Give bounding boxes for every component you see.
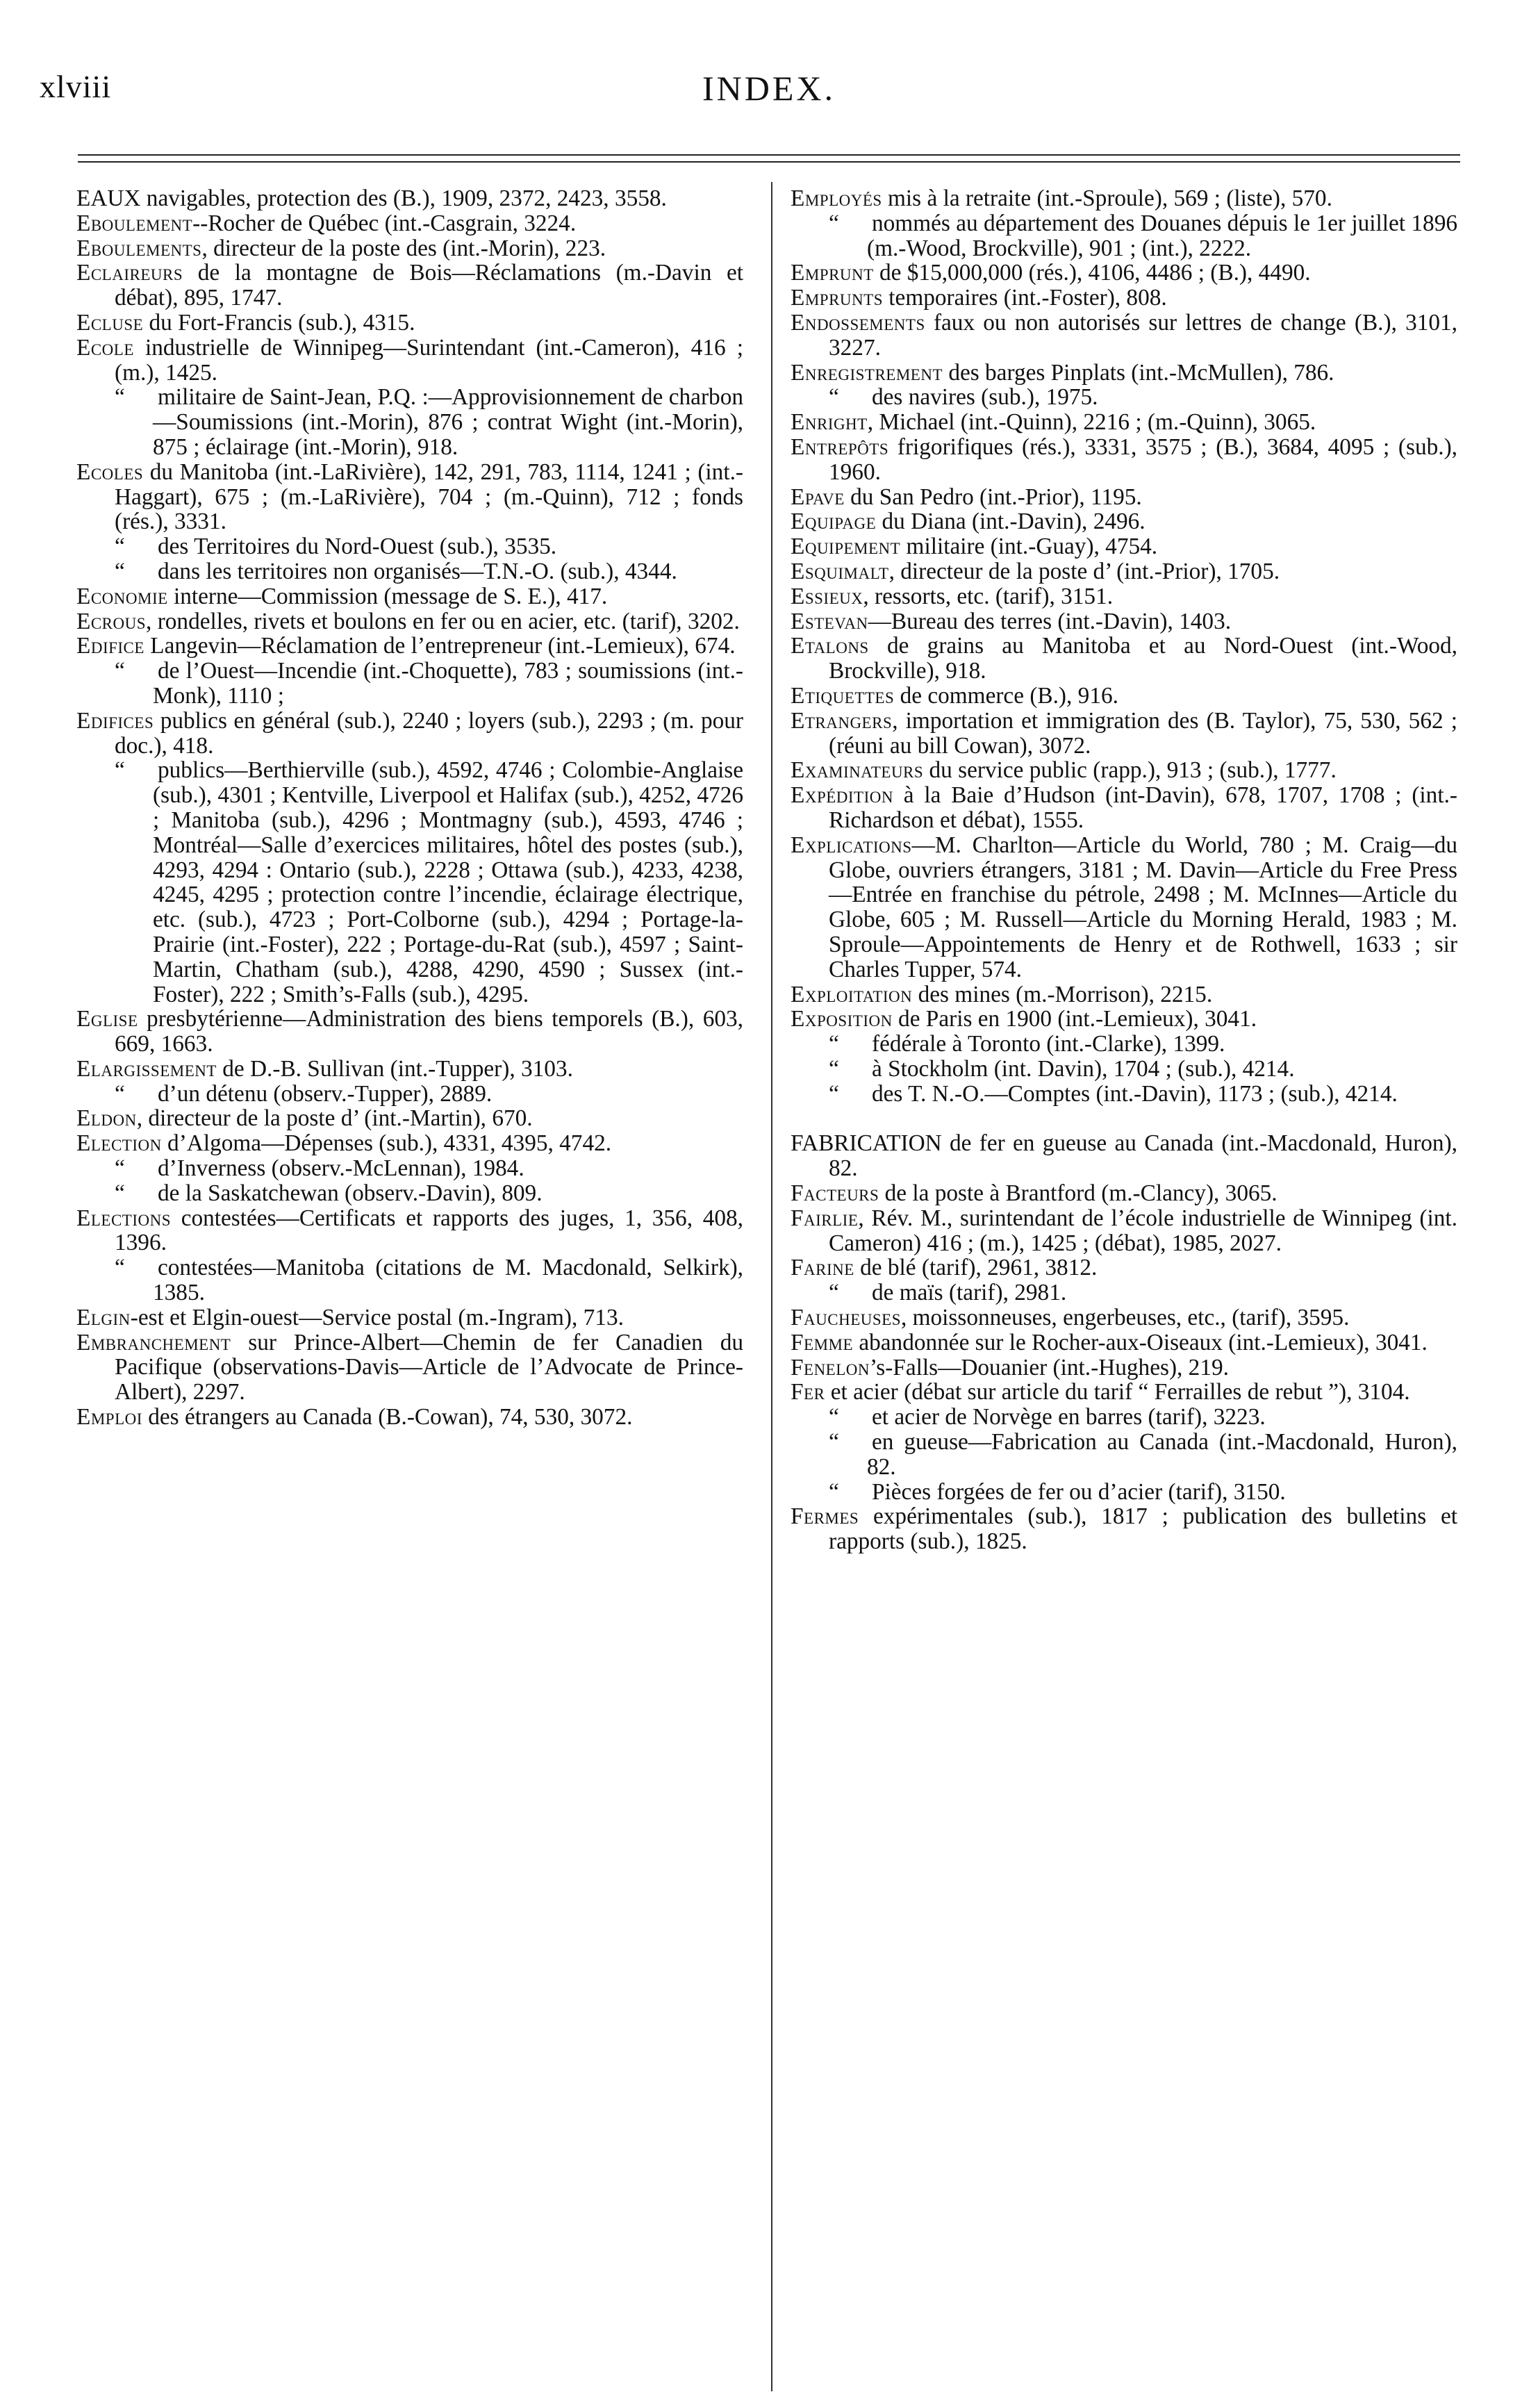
entry-text: de l’Ouest—Incendie (int.-Choquette), 783 ; soumissions (int.-Monk), 1110 ; (153, 658, 743, 709)
entry-heading: Endossements (791, 309, 925, 336)
index-entry (791, 311, 1457, 361)
entry-text: et acier de Norvège en barres (tarif), 3223. (872, 1404, 1266, 1430)
entry-text: expérimentales (sub.), 1817 ; publication des bulletins et rapports (sub.), 1825. (829, 1503, 1457, 1555)
entry-text: -est et Elgin-ouest—Service postal (m.-Ingram), 713. (130, 1304, 624, 1330)
entry-heading: Exposition (791, 1006, 893, 1032)
entry-heading: Ecole (76, 334, 134, 361)
ditto-mark: “ (115, 384, 125, 411)
index-entry (76, 1330, 743, 1405)
entry-heading: Employés (791, 185, 882, 211)
entry-text: interne—Commission (message de S. E.), 417. (167, 583, 608, 609)
entry-text: de la poste à Brantford (m.-Clancy), 3065. (879, 1180, 1277, 1207)
entry-text: industrielle de Winnipeg—Surintendant (int.-Cameron), 416 ; (m.), 1425. (115, 334, 743, 386)
index-entry (791, 1255, 1457, 1280)
index-entry (791, 361, 1457, 386)
index-entry (791, 1131, 1457, 1181)
index-entry (76, 1305, 743, 1330)
header-rule-bottom (78, 161, 1460, 163)
entry-text: militaire (int.-Guay), 4754. (900, 534, 1158, 560)
index-entry (791, 609, 1457, 634)
index-entry (76, 311, 743, 336)
entry-heading: Election (76, 1130, 162, 1157)
entry-text: d’un détenu (observ.-Tupper), 2889. (158, 1080, 493, 1107)
ditto-mark: “ (115, 534, 125, 560)
entry-heading: Emprunts (791, 285, 883, 311)
entry-text: de grains au Manitoba et au Nord-Ouest (int.-Wood, Brockville), 918. (829, 633, 1457, 684)
index-entry (76, 1255, 743, 1305)
entry-heading: Eboulements (76, 235, 202, 261)
index-entry (76, 460, 743, 534)
entry-text: d’Inverness (observ.-McLennan), 1984. (158, 1155, 524, 1182)
index-entry (791, 833, 1457, 982)
entry-text: , directeur de la poste d’ (int.-Prior), 1705. (888, 558, 1280, 584)
entry-heading: Etiquettes (791, 682, 895, 709)
entry-text: temporaires (int.-Foster), 808. (882, 285, 1167, 311)
entry-text: nommés au département des Douanes dépuis le 1er juillet 1896 (m.-Wood, Brockville), 901 ; (int.), 2222. (867, 210, 1457, 261)
entry-text: publics en général (sub.), 2240 ; loyers (sub.), 2293 ; (m. pour doc.), 418. (115, 707, 743, 759)
entry-text: de la Saskatchewan (observ.-Davin), 809. (158, 1180, 543, 1206)
index-entry (76, 659, 743, 709)
index-entry (791, 982, 1457, 1007)
index-entry (791, 1305, 1457, 1330)
entry-text: de $15,000,000 (rés.), 4106, 4486 ; (B.), 4490. (873, 260, 1311, 286)
index-entry (791, 758, 1457, 783)
entry-text: , Michael (int.-Quinn), 2216 ; (m.-Quinn), 3065. (867, 409, 1316, 436)
entry-text: de commerce (B.), 916. (894, 682, 1118, 709)
entry-text: du Diana (int.-Davin), 2496. (876, 509, 1146, 535)
entry-text: contestées—Certificats et rapports des juges, 1, 356, 408, 1396. (115, 1205, 743, 1256)
index-column-right (791, 186, 1457, 1554)
ditto-mark: “ (829, 1429, 839, 1455)
index-entry (791, 1355, 1457, 1380)
index-entry (791, 559, 1457, 584)
entry-text: , directeur de la poste des (int.-Morin), 223. (201, 235, 606, 261)
index-entry (76, 1057, 743, 1082)
entry-text: de maïs (tarif), 2981. (872, 1280, 1067, 1306)
page-title: INDEX. (702, 69, 836, 108)
entry-text: , rondelles, rivets et boulons en fer ou en acier, etc. (tarif), 3202. (146, 608, 740, 634)
ditto-mark: “ (115, 1080, 125, 1107)
entry-text: —M. Charlton—Article du World, 780 ; M. Craig—du Globe, ouvriers étrangers, 3181 ; M. Davin—Article du Free Press—Entrée en franchise du pétrole, 2498 ; M. McInnes—Article du Globe, 605 ; M. Russell—Article du Morning Herald, 1983 ; M. Sproule—Appointements de Henry et de Rothwell, 1633 ; sir Charles Tupper, 574. (829, 832, 1457, 982)
entry-heading: Equipage (791, 509, 877, 535)
index-entry (76, 1131, 743, 1156)
index-column-left (76, 186, 743, 1430)
index-entry (791, 1082, 1457, 1107)
entry-text: publics—Berthierville (sub.), 4592, 4746 ; Colombie-Anglaise (sub.), 4301 ; Kentville, Liverpool et Halifax (sub.), 4252, 4726 ; Manitoba (sub.), 4296 ; Montmagny (sub.), 4593, 4746 ; Montréal—Salle d’exercices militaires, hôtel des postes (sub.), 4293, 4294 : Ontario (sub.), 2228 ; Ottawa (sub.), 4233, 4238, 4245, 4295 ; protection contre l’incendie, éclairage électrique, etc. (sub.), 4723 ; Port-Colborne (sub.), 4294 ; Portage-la-Prairie (int.-Foster), 222 ; Portage-du-Rat (sub.), 4597 ; Saint-Martin, Chatham (sub.), 4288, 4290, 4590 ; Sussex (int.-Foster), 222 ; Smith’s-Falls (sub.), 4295. (153, 757, 743, 1007)
entry-heading: EAUX (76, 185, 141, 211)
entry-heading: Femme (791, 1329, 854, 1355)
index-entry (791, 584, 1457, 609)
ditto-mark: “ (829, 384, 839, 411)
entry-heading: Etalons (791, 633, 869, 659)
index-entry (76, 336, 743, 386)
ditto-mark: “ (829, 1404, 839, 1430)
index-entry (791, 684, 1457, 709)
entry-text: de Paris en 1900 (int.-Lemieux), 3041. (892, 1006, 1257, 1032)
index-entry (76, 1007, 743, 1057)
ditto-mark: “ (115, 1180, 125, 1206)
entry-heading: Ecoles (76, 459, 144, 485)
index-entry (791, 435, 1457, 485)
entry-text: , directeur de la poste d’ (int.-Martin), 670. (136, 1105, 533, 1132)
index-entry (76, 534, 743, 559)
entry-heading: Facteurs (791, 1180, 879, 1207)
entry-text: à la Baie d’Hudson (int-Davin), 678, 1707, 1708 ; (int.-Richardson et débat), 1555. (829, 782, 1457, 833)
entry-text: de blé (tarif), 2961, 3812. (854, 1255, 1098, 1281)
entry-text: en gueuse—Fabrication au Canada (int.-Macdonald, Huron), 82. (867, 1429, 1457, 1480)
entry-text: des navires (sub.), 1975. (872, 384, 1098, 411)
entry-heading: Essieux (791, 583, 863, 609)
entry-heading: Expédition (791, 782, 893, 809)
index-entry (76, 758, 743, 1007)
index-entry (791, 1181, 1457, 1206)
index-entry (791, 1504, 1457, 1554)
entry-text: du San Pedro (int.-Prior), 1195. (844, 484, 1142, 510)
entry-text: Pièces forgées de fer ou d’acier (tarif), 3150. (872, 1478, 1286, 1505)
entry-heading: Eglise (76, 1006, 138, 1032)
entry-heading: Emprunt (791, 260, 874, 286)
entry-heading: Ecluse (76, 309, 144, 336)
entry-heading: Epave (791, 484, 845, 510)
entry-heading: Elargissement (76, 1055, 217, 1082)
ditto-mark: “ (829, 1055, 839, 1082)
entry-heading: Eclaireurs (76, 260, 183, 286)
entry-heading: Ecrous (76, 608, 147, 634)
entry-heading: Esquimalt (791, 558, 889, 584)
index-entry (76, 584, 743, 609)
page-number: xlviii (40, 69, 112, 104)
index-entry (791, 1032, 1457, 1057)
entry-heading: Edifices (76, 707, 154, 734)
entry-heading: FABRICATION (791, 1130, 942, 1157)
entry-heading: Emploi (76, 1404, 142, 1430)
index-entry (791, 186, 1457, 211)
index-entry (791, 410, 1457, 435)
entry-text: —Bureau des terres (int.-Davin), 1403. (868, 608, 1232, 634)
entry-heading: Exploitation (791, 981, 913, 1007)
index-entry (76, 1106, 743, 1131)
entry-heading: Enright (791, 409, 868, 436)
entry-heading: Elgin (76, 1304, 131, 1330)
entry-text: des barges Pinplats (int.-McMullen), 786. (943, 359, 1334, 386)
index-entry (791, 1007, 1457, 1032)
ditto-mark: “ (829, 210, 839, 236)
entry-text: du Manitoba (int.-LaRivière), 142, 291, 783, 1114, 1241 ; (int.-Haggart), 675 ; (m.-LaRivière), 704 ; (m.-Quinn), 712 ; fonds (rés.), 3331. (115, 459, 743, 535)
entry-text: mis à la retraite (int.-Sproule), 569 ; (liste), 570. (882, 185, 1332, 211)
entry-heading: Entrepôts (791, 434, 889, 460)
entry-heading: Eldon (76, 1105, 137, 1132)
ditto-mark: “ (829, 1280, 839, 1306)
index-entry (76, 609, 743, 634)
entry-text: des T. N.-O.—Comptes (int.-Davin), 1173 ; (sub.), 4214. (872, 1080, 1398, 1107)
entry-text: --Rocher de Québec (int.-Casgrain, 3224. (192, 210, 577, 236)
index-entry (76, 261, 743, 311)
entry-heading: Enregistrement (791, 359, 943, 386)
entry-text: , importation et immigration des (B. Taylor), 75, 530, 562 ; (réuni au bill Cowan), 3072. (829, 707, 1457, 759)
index-entry (76, 559, 743, 584)
index-entry (76, 236, 743, 261)
index-entry (791, 1405, 1457, 1430)
index-entry (76, 186, 743, 211)
column-divider (771, 182, 772, 2391)
entry-heading: Explications (791, 832, 912, 858)
entry-heading: Eboulement (76, 210, 193, 236)
entry-text: de la montagne de Bois—Réclamations (m.-Davin et débat), 895, 1747. (115, 260, 743, 311)
ditto-mark: “ (829, 1031, 839, 1057)
entry-text: Langevin—Réclamation de l’entrepreneur (int.-Lemieux), 674. (144, 633, 736, 659)
entry-text: , ressorts, etc. (tarif), 3151. (863, 583, 1114, 609)
index-entry (76, 1181, 743, 1206)
index-entry (76, 211, 743, 236)
entry-text: , moissonneuses, engerbeuses, etc., (tarif), 3595. (900, 1305, 1350, 1331)
index-entry (791, 1330, 1457, 1355)
entry-text: navigables, protection des (B.), 1909, 2372, 2423, 3558. (140, 185, 667, 211)
index-entry (791, 1280, 1457, 1305)
entry-heading: Fermes (791, 1503, 859, 1530)
entry-heading: Faucheuses (791, 1305, 901, 1331)
entry-text: de fer en gueuse au Canada (int.-Macdonald, Huron), 82. (829, 1130, 1457, 1182)
index-entry (76, 1206, 743, 1256)
entry-heading: Economie (76, 583, 168, 609)
entry-heading: Equipement (791, 534, 901, 560)
header-rule-top (78, 154, 1460, 156)
ditto-mark: “ (115, 558, 125, 584)
index-entry (791, 783, 1457, 833)
entry-heading: Farine (791, 1255, 854, 1281)
entry-text: dans les territoires non organisés—T.N.-O. (sub.), 4344. (158, 558, 677, 584)
entry-text: frigorifiques (rés.), 3331, 3575 ; (B.), 3684, 4095 ; (sub.), 1960. (829, 434, 1457, 485)
entry-heading: Fairlie (791, 1205, 859, 1231)
index-entry (791, 385, 1457, 410)
index-entry (791, 509, 1457, 534)
entry-text: militaire de Saint-Jean, P.Q. :—Approvisionnement de charbon—Soumissions (int.-Morin), 876 ; contrat Wight (int.-Morin), 875 ; éclairage (int.-Morin), 918. (153, 384, 743, 460)
entry-text: des mines (m.-Morrison), 2215. (912, 981, 1213, 1007)
index-entry (791, 485, 1457, 510)
index-entry (791, 1430, 1457, 1480)
entry-text: des Territoires du Nord-Ouest (sub.), 3535. (158, 534, 557, 560)
index-entry (791, 1480, 1457, 1505)
index-entry (791, 1380, 1457, 1405)
ditto-mark: “ (829, 1478, 839, 1505)
entry-text: à Stockholm (int. Davin), 1704 ; (sub.), 4214. (872, 1055, 1295, 1082)
entry-text: sur Prince-Albert—Chemin de fer Canadien du Pacifique (observations-Davis—Article de l’Advocate de Prince-Albert), 2297. (115, 1329, 743, 1405)
entry-text: , Rév. M., surintendant de l’école industrielle de Winnipeg (int. Cameron) 416 ; (m.), 1425 ; (débat), 1985, 2027. (829, 1205, 1457, 1256)
entry-text: des étrangers au Canada (B.-Cowan), 74, 530, 3072. (142, 1404, 633, 1430)
entry-heading: Etrangers (791, 707, 893, 734)
entry-text: presbytérienne—Administration des biens temporels (B.), 603, 669, 1663. (115, 1006, 743, 1057)
entry-heading: Fenelon (791, 1354, 870, 1380)
entry-heading: Examinateurs (791, 757, 924, 784)
index-entry (791, 534, 1457, 559)
index-entry (76, 709, 743, 759)
ditto-mark: “ (115, 658, 125, 684)
index-entry (791, 286, 1457, 311)
index-entry (76, 385, 743, 459)
index-entry (791, 709, 1457, 759)
index-entry (791, 634, 1457, 684)
entry-heading: Estevan (791, 608, 868, 634)
index-entry (76, 1156, 743, 1181)
entry-text: du service public (rapp.), 913 ; (sub.), 1777. (923, 757, 1337, 784)
entry-text: et acier (débat sur article du tarif “ Ferrailles de rebut ”), 3104. (825, 1379, 1410, 1405)
ditto-mark: “ (115, 1255, 125, 1281)
entry-text: de D.-B. Sullivan (int.-Tupper), 3103. (216, 1055, 573, 1082)
index-entry (791, 1057, 1457, 1082)
index-entry (76, 1082, 743, 1107)
entry-text: fédérale à Toronto (int.-Clarke), 1399. (872, 1031, 1225, 1057)
ditto-mark: “ (115, 757, 125, 784)
entry-heading: Elections (76, 1205, 171, 1231)
entry-heading: Edifice (76, 633, 144, 659)
ditto-mark: “ (115, 1155, 125, 1182)
entry-text: faux ou non autorisés sur lettres de change (B.), 3101, 3227. (829, 309, 1457, 361)
entry-text: ’s-Falls—Douanier (int.-Hughes), 219. (870, 1354, 1229, 1380)
entry-text: d’Algoma—Dépenses (sub.), 4331, 4395, 4742. (161, 1130, 612, 1157)
index-entry (791, 1206, 1457, 1256)
index-entry (76, 634, 743, 659)
entry-text: contestées—Manitoba (citations de M. Macdonald, Selkirk), 1385. (153, 1255, 743, 1306)
entry-text: du Fort-Francis (sub.), 4315. (143, 309, 415, 336)
ditto-mark: “ (829, 1080, 839, 1107)
entry-heading: Embranchement (76, 1329, 231, 1355)
entry-heading: Fer (791, 1379, 825, 1405)
index-entry (791, 261, 1457, 286)
index-entry (76, 1405, 743, 1430)
index-entry (791, 211, 1457, 261)
entry-text: abandonnée sur le Rocher-aux-Oiseaux (int.-Lemieux), 3041. (853, 1329, 1428, 1355)
